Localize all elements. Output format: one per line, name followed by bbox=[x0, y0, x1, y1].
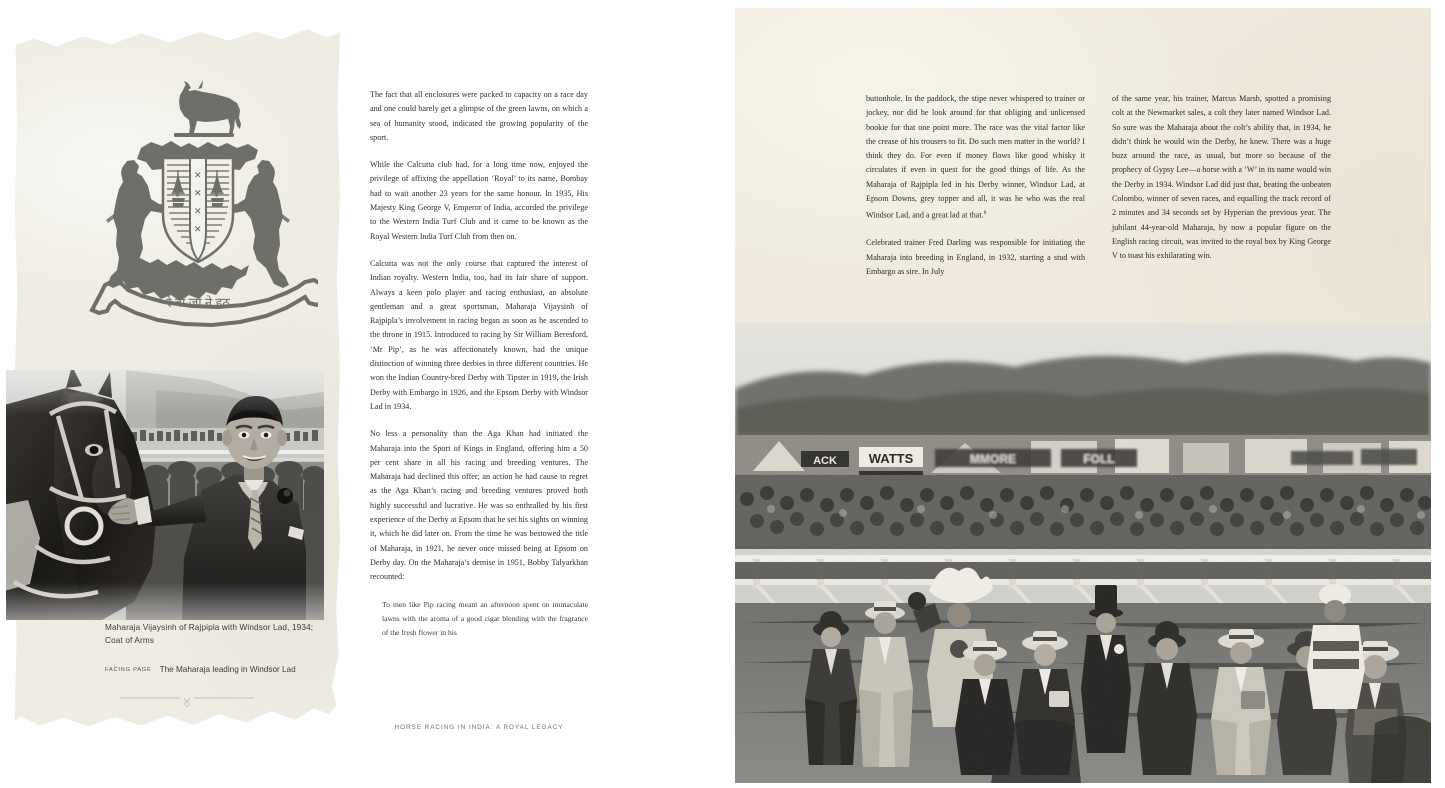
right-column-right bbox=[1112, 92, 1331, 279]
left-photo-caption bbox=[105, 622, 320, 674]
right-text-columns bbox=[866, 92, 1331, 279]
ornamental-rule bbox=[118, 694, 256, 708]
facing-page-text: The Maharaja leading in Windsor Lad bbox=[159, 665, 296, 674]
svg-text:✕: ✕ bbox=[194, 188, 202, 198]
footnote-marker: 8 bbox=[983, 210, 987, 217]
blockquote: To men like Pip racing meant an afternoon spent on immaculate lawns with the aroma of a good cigar blending with the fragrance of the fresh flower in his bbox=[382, 599, 588, 638]
maharaja-leading-in-windsor-lad-photo bbox=[735, 323, 1431, 783]
facing-page-caption bbox=[105, 665, 320, 674]
left-page bbox=[0, 0, 700, 788]
paragraph-text: buttonhole. In the paddock, the stipe never whispered to trainer or jockey, nor did he look around for that obliging and unlicensed bookie for that one point more. The race was the vital factor like the crease of his trousers to fit. Do such men matter in the world? I think they do. For even if money flows like good whisky it circulates if even in quest for the good things of life. As the Maharaja of Rajpipla led in his Derby winner, Windsor Lad, at Epsom Downs, grey topper and all, it was he who was the real Windsor Lad, and a great lad at that. bbox=[866, 94, 1085, 221]
facing-page-label: FACING PAGE bbox=[105, 667, 152, 673]
paragraph: Calcutta was not the only course that captured the interest of Indian royalty. Western India, too, had its fair share of support. Always a keen polo player and racing enthusiast, an absolute gentleman and a great sportsman, Maharaja Vijaysinh of Rajpipla’s involvement in racing began as soon as he ascended to the throne in 1915. Introduced to racing by Sir William Beresford, ‘Mr Pip’, as he was affectionately known, had the unique distinction of winning three derbies in three different countries. He won the Indian Country-bred Derby with Tipster in 1919, the Irish Derby with Embargo in 1926, and the Epsom Derby with Windsor Lad in 1934. bbox=[370, 258, 588, 411]
paragraph: The fact that all enclosures were packed to capacity on a race day and one could barely get a glimpse of the green lawns, on which a sea of humanity stood, indicated the growing popularity of the sport. bbox=[370, 90, 588, 142]
caption-line-1: Maharaja Vijaysinh of Rajpipla with Windsor Lad, 1934; bbox=[105, 623, 314, 632]
paragraph: Celebrated trainer Fred Darling was responsible for initiating the Maharaja into breeding in England, in 1932, starting a stud with Embargo as sire. In July bbox=[866, 238, 1085, 276]
running-footer: HORSE RACING IN INDIA: A ROYAL LEGACY bbox=[394, 724, 564, 731]
svg-text:✕: ✕ bbox=[194, 206, 202, 216]
caption-line-2: Coat of Arms bbox=[105, 635, 155, 645]
coat-of-arms-motto: रे वा जा ने हठ bbox=[166, 295, 230, 310]
right-column-left bbox=[866, 92, 1085, 279]
paragraph: of the same year, his trainer, Marcus Marsh, spotted a promising colt at the Newmarket sales, a colt they later named Windsor Lad. So sure was the Maharaja about the colt’s ability that, in 1934, he didn’t think he would win the Derby, he knew. There was a huge buzz around the race, as usual, but more so because of the prophecy of Gypsy Lee—a horse with a ‘W’ in its name would win the Derby in 1934. Windsor Lad did just that, beating the unbeaten Colombo, winner of seven races, and equalling the track record of 2 minutes and 34 seconds set by Hyperian the previous year. The jubilant 44-year-old Maharaja, by now a popular figure on the English racing circuit, was invited to the royal box by King George V to toast his exhilarating win. bbox=[1112, 94, 1331, 261]
maharaja-with-windsor-lad-photo bbox=[6, 370, 324, 620]
coat-of-arms-illustration bbox=[78, 70, 318, 330]
svg-text:✕: ✕ bbox=[194, 170, 202, 180]
left-text-column bbox=[370, 88, 588, 640]
paragraph: While the Calcutta club had, for a long time now, enjoyed the privilege of affixing the appellation ‘Royal’ to its name, Bombay had to wait another 23 years for the same honour. In 1935, His Majesty King George V, Emperor of India, accorded the privilege to the Western India Turf Club and it came to be known as the Royal Western India Turf Club from then on. bbox=[370, 160, 588, 241]
paragraph bbox=[866, 92, 1085, 223]
right-page bbox=[735, 8, 1431, 780]
svg-text:✕: ✕ bbox=[194, 224, 202, 234]
paragraph: No less a personality than the Aga Khan had initiated the Maharaja into the Sport of Kings in England, offering him a 50 per cent share in all his racing and breeding ventures. The Maharaja had declined this offer; an action he had cause to regret as the Aga Khan’s racing and breeding ventures proved both highly successful and lucrative. He was so enthralled by his first experience of the Derby at Epsom that he set his sights on winning it, which he did later on. From the time he was bestowed the title of Maharaja, in 1921, he never once missed being at Epsom on Derby day. On the Maharaja’s demise in 1951, Bobby Talyarkhan recounted: bbox=[370, 429, 588, 582]
